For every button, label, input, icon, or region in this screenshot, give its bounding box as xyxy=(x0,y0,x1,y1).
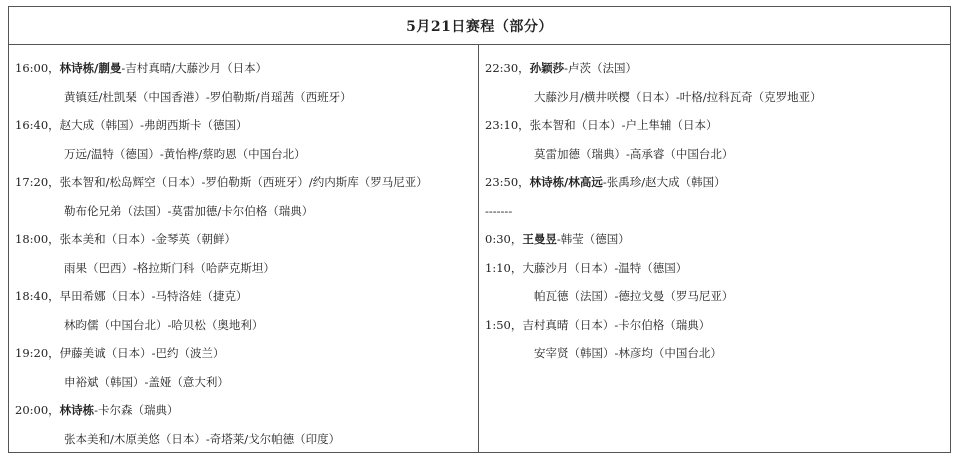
schedule-line-text: 雨果（巴西）-格拉斯门科（哈萨克斯坦） xyxy=(64,260,275,275)
schedule-line-text: 申裕斌（韩国）-盖娅（意大利） xyxy=(64,374,229,389)
schedule-line xyxy=(485,115,950,144)
highlighted-player: 林诗栋/蒯曼 xyxy=(59,61,122,75)
schedule-line xyxy=(15,258,478,287)
schedule-line xyxy=(15,172,478,201)
schedule-line-opponent: -张禹珍/赵大成（韩国） xyxy=(602,175,726,189)
schedule-line xyxy=(15,343,478,372)
schedule-line-text: 莫雷加德（瑞典）-高承睿（中国台北） xyxy=(534,146,734,161)
schedule-table xyxy=(8,6,951,453)
schedule-line xyxy=(15,144,478,173)
schedule-line-text: 大藤沙月/横井咲樱（日本）-叶格/拉科瓦奇（克罗地亚） xyxy=(534,89,822,104)
schedule-line xyxy=(15,201,478,230)
highlighted-player: 王曼昱 xyxy=(522,232,557,246)
highlighted-player: 孙颖莎 xyxy=(529,61,565,75)
schedule-line-text: 万远/温特（德国）-黄怡桦/蔡昀恩（中国台北） xyxy=(64,146,306,161)
schedule-line xyxy=(15,58,478,87)
schedule-line-text: 1:10，大藤沙月（日本）-温特（德国） xyxy=(485,260,688,275)
schedule-line-text: 22:30， xyxy=(485,61,530,75)
schedule-line xyxy=(15,429,478,458)
schedule-line xyxy=(15,400,478,429)
schedule-left-column xyxy=(9,45,479,452)
schedule-line-text: 安宰贤（韩国）-林彦均（中国台北） xyxy=(534,346,722,360)
schedule-line xyxy=(15,229,478,258)
schedule-line-text: 帕瓦德（法国）-德拉戈曼（罗马尼亚） xyxy=(534,289,734,303)
schedule-line xyxy=(15,286,478,315)
schedule-line xyxy=(485,201,950,230)
schedule-line-text: 23:50， xyxy=(485,175,530,189)
schedule-line xyxy=(15,372,478,401)
schedule-right-column xyxy=(479,45,950,452)
schedule-line xyxy=(485,315,950,344)
schedule-line-text: ------- xyxy=(485,203,513,218)
schedule-line-opponent: -卡尔森（瑞典） xyxy=(94,403,179,417)
schedule-line xyxy=(485,343,950,372)
schedule-line-text: 1:50，吉村真晴（日本）-卡尔伯格（瑞典） xyxy=(485,317,711,332)
schedule-line-text: 勒布伦兄弟（法国）-莫雷加德/卡尔伯格（瑞典） xyxy=(64,203,314,218)
schedule-line xyxy=(485,87,950,116)
schedule-line xyxy=(15,87,478,116)
schedule-line-text: 张本美和/木原美悠（日本）-奇塔莱/戈尔帕德（印度） xyxy=(64,431,341,446)
schedule-line xyxy=(485,58,950,87)
schedule-line-opponent: -吉村真晴/大藤沙月（日本） xyxy=(121,61,268,75)
schedule-line xyxy=(485,229,950,258)
schedule-line-text: 19:20，伊藤美诚（日本）-巴约（波兰） xyxy=(15,346,225,360)
schedule-line-text: 16:00， xyxy=(15,61,60,75)
schedule-title: 5月21日赛程（部分） xyxy=(9,7,950,45)
schedule-line xyxy=(485,172,950,201)
schedule-line-text: 17:20，张本智和/松岛辉空（日本）-罗伯勒斯（西班牙）/约内斯库（罗马尼亚） xyxy=(15,175,428,189)
schedule-line xyxy=(485,144,950,173)
schedule-line-text: 黄镇廷/杜凯琹（中国香港）-罗伯勒斯/肖瑶茜（西班牙） xyxy=(64,89,352,104)
schedule-line-text: 23:10，张本智和（日本）-户上隼辅（日本） xyxy=(485,118,718,132)
schedule-line-text: 18:40，早田希娜（日本）-马特洛娃（捷克） xyxy=(15,289,248,303)
schedule-line-opponent: -卢茨（法国） xyxy=(564,61,638,75)
schedule-line-opponent: -韩莹（德国） xyxy=(556,232,630,246)
schedule-line-text: 林昀儒（中国台北）-哈贝松（奥地利） xyxy=(64,317,264,332)
schedule-line xyxy=(15,115,478,144)
schedule-line-text: 16:40，赵大成（韩国）-弗朗西斯卡（德国） xyxy=(15,118,248,132)
schedule-line xyxy=(485,258,950,287)
schedule-columns xyxy=(9,45,950,452)
schedule-line-text: 18:00，张本美和（日本）-金琴英（朝鲜） xyxy=(15,232,237,246)
highlighted-player: 林诗栋 xyxy=(59,403,95,417)
schedule-line-text: 0:30， xyxy=(485,232,523,246)
schedule-line-text: 20:00， xyxy=(15,403,60,417)
schedule-line xyxy=(485,286,950,315)
highlighted-player: 林诗栋/林高远 xyxy=(529,175,603,189)
schedule-line xyxy=(15,315,478,344)
